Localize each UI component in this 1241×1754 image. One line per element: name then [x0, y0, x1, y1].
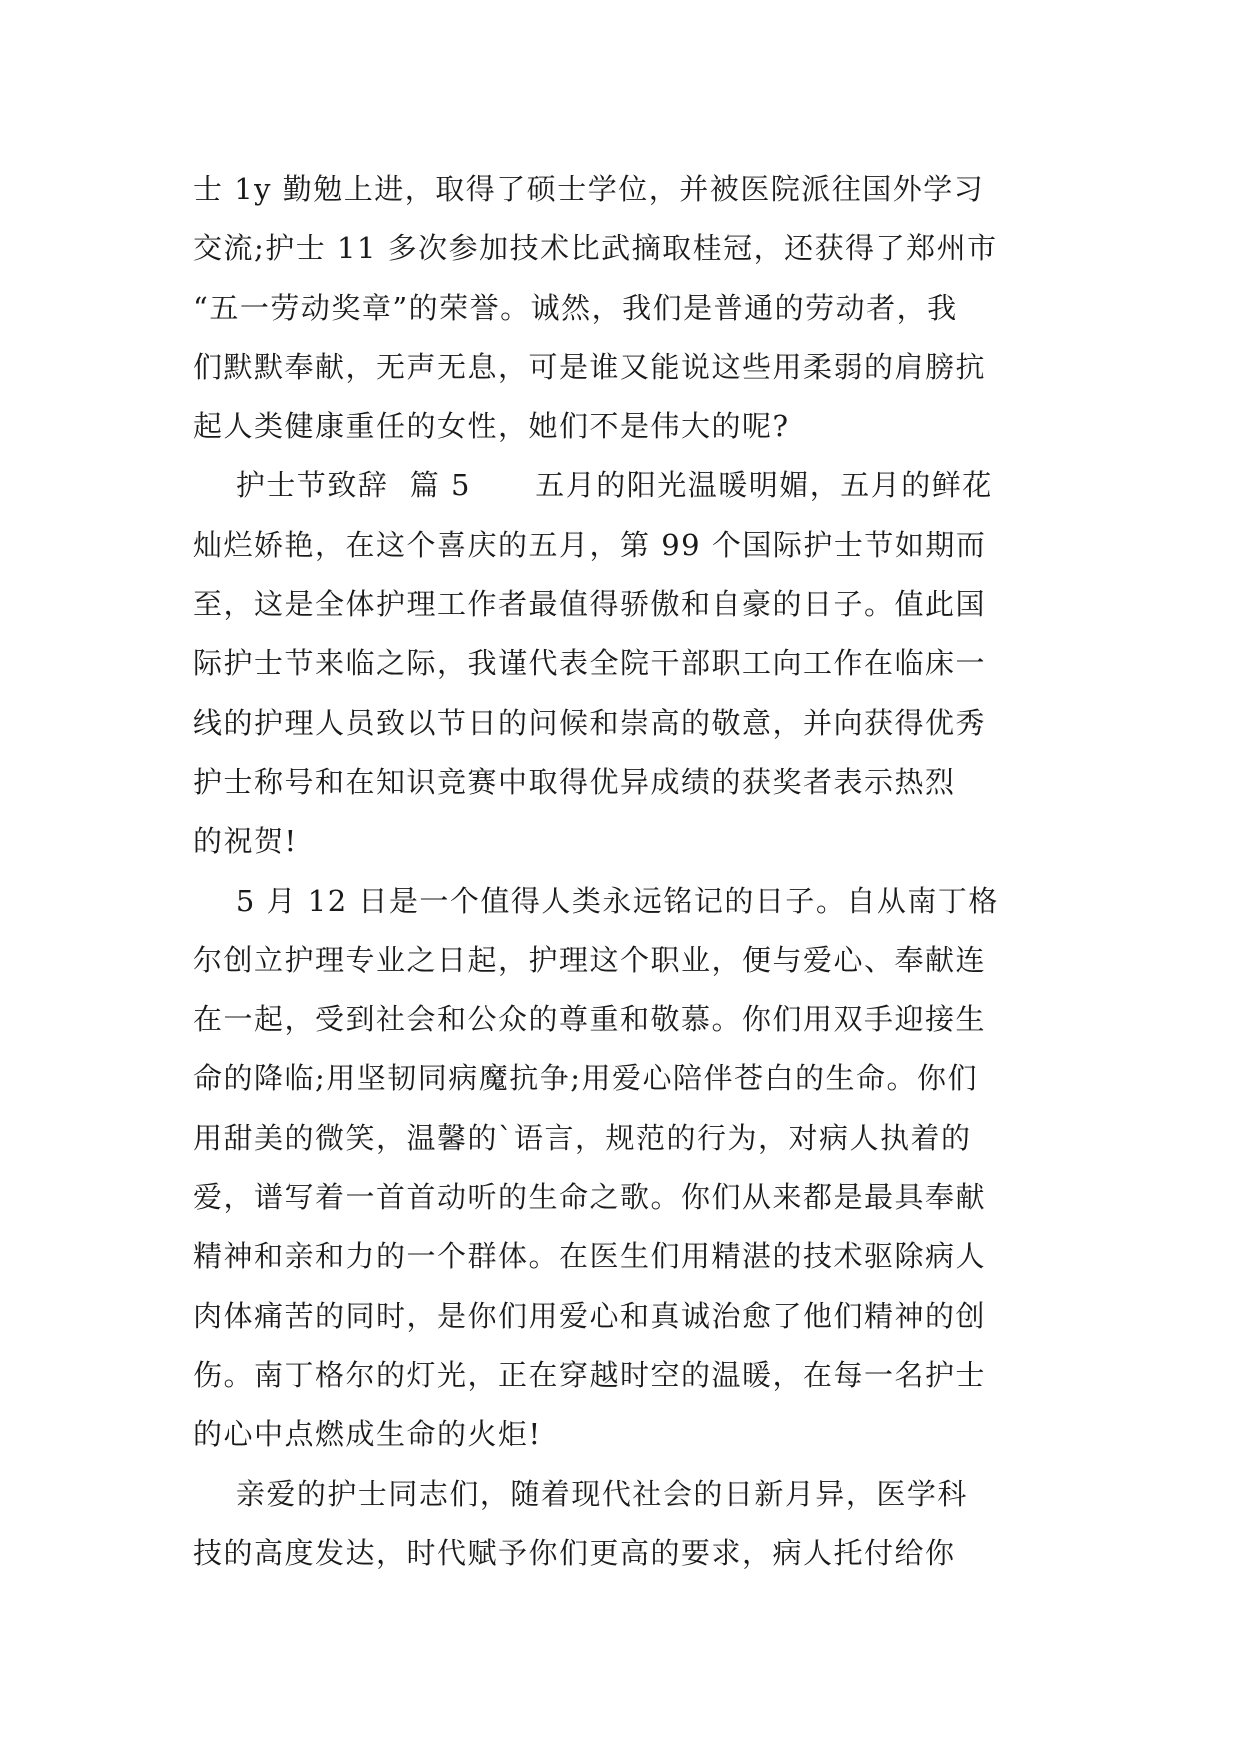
- text-line: 灿烂娇艳，在这个喜庆的五月，第 99 个国际护士节如期而: [193, 527, 987, 562]
- text-line: 们默默奉献，无声无息，可是谁又能说这些用柔弱的肩膀抗: [193, 349, 987, 384]
- text-line: 际护士节来临之际，我谨代表全院干部职工向工作在临床一: [193, 646, 987, 681]
- text-line: “五一劳动奖章”的荣誉。诚然，我们是普通的劳动者，我: [193, 290, 958, 325]
- text-line: 用甜美的微笑，温馨的`语言，规范的行为，对病人执着的: [193, 1120, 972, 1155]
- text-line: 的祝贺!: [193, 824, 298, 859]
- text-line: 伤。南丁格尔的灯光，正在穿越时空的温暖，在每一名护士: [193, 1357, 987, 1392]
- text-line: 士 1y 勤勉上进，取得了硕士学位，并被医院派往国外学习: [193, 172, 985, 206]
- text-line: 至，这是全体护理工作者最值得骄傲和自豪的日子。值此国: [193, 587, 987, 622]
- text-line: 护士节致辞 篇 5 五月的阳光温暖明媚，五月的鲜花: [193, 468, 993, 503]
- text-line: 交流;护士 11 多次参加技术比武摘取桂冠，还获得了郑州市: [193, 231, 998, 266]
- text-line: 肉体痛苦的同时，是你们用爱心和真诚治愈了他们精神的创: [193, 1298, 987, 1333]
- text-line: 的心中点燃成生命的火炬!: [193, 1417, 542, 1452]
- text-line: 护士称号和在知识竞赛中取得优异成绩的获奖者表示热烈: [193, 764, 956, 799]
- text-line: 5 月 12 日是一个值得人类永远铭记的日子。自从南丁格: [193, 883, 999, 918]
- text-line: 线的护理人员致以节日的问候和崇高的敬意，并向获得优秀: [193, 705, 987, 740]
- text-line: 命的降临;用坚韧同病魔抗争;用爱心陪伴苍白的生命。你们: [193, 1061, 979, 1096]
- text-line: 亲爱的护士同志们，随着现代社会的日新月异，医学科: [193, 1476, 968, 1511]
- body-text: [193, 160, 1063, 1583]
- text-line: 技的高度发达，时代赋予你们更高的要求，病人托付给你: [193, 1535, 956, 1570]
- text-line: 爱，谱写着一首首动听的生命之歌。你们从来都是最具奉献: [193, 1180, 987, 1215]
- text-line: 起人类健康重任的女性，她们不是伟大的呢?: [193, 409, 790, 444]
- text-line: 在一起，受到社会和公众的尊重和敬慕。你们用双手迎接生: [193, 1002, 987, 1037]
- text-line: 尔创立护理专业之日起，护理这个职业，便与爱心、奉献连: [193, 942, 987, 977]
- text-line: 精神和亲和力的一个群体。在医生们用精湛的技术驱除病人: [193, 1239, 987, 1274]
